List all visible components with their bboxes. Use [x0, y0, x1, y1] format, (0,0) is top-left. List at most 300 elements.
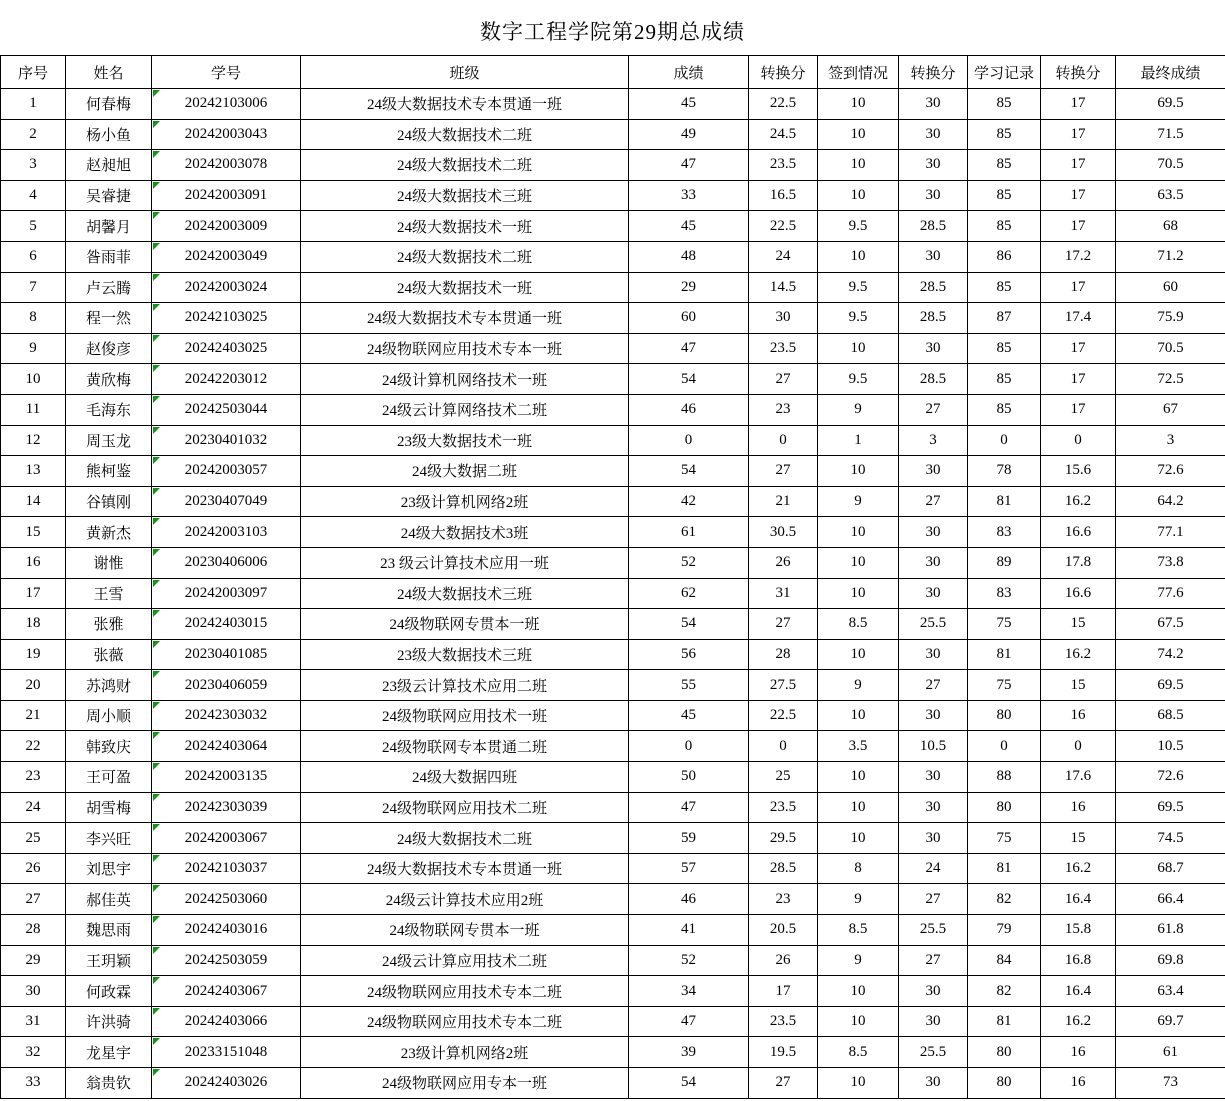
score-converted-cell: 23.5 — [749, 1006, 818, 1037]
score-cell: 55 — [629, 670, 749, 701]
serial-cell: 18 — [1, 609, 66, 640]
signin-cell: 8.5 — [818, 609, 899, 640]
table-row — [1, 731, 1225, 762]
signin-converted-cell: 28.5 — [899, 211, 968, 242]
signin-converted-cell: 30 — [899, 1068, 968, 1099]
column-header-serial: 序号 — [1, 56, 66, 89]
final-score-cell: 72.6 — [1116, 762, 1225, 793]
name-cell: 周玉龙 — [66, 425, 152, 456]
final-score-cell: 77.6 — [1116, 578, 1225, 609]
student-id-cell — [152, 272, 301, 303]
study-record-cell: 85 — [968, 364, 1041, 395]
study-record-cell: 78 — [968, 456, 1041, 487]
serial-cell: 26 — [1, 853, 66, 884]
serial-cell: 32 — [1, 1037, 66, 1068]
signin-cell: 10 — [818, 762, 899, 793]
student-id-value: 20242003024 — [184, 278, 268, 295]
name-cell: 杨小鱼 — [66, 119, 152, 150]
final-score-cell: 74.5 — [1116, 823, 1225, 854]
name-cell: 何春梅 — [66, 89, 152, 120]
final-score-cell: 72.5 — [1116, 364, 1225, 395]
study-converted-cell: 15 — [1041, 823, 1116, 854]
signin-cell: 10 — [818, 517, 899, 548]
table-row — [1, 272, 1225, 303]
final-score-cell: 63.5 — [1116, 180, 1225, 211]
serial-cell: 11 — [1, 394, 66, 425]
signin-converted-cell: 27 — [899, 884, 968, 915]
table-row — [1, 180, 1225, 211]
score-cell: 62 — [629, 578, 749, 609]
signin-cell: 9 — [818, 394, 899, 425]
page-title: 数字工程学院第29期总成绩 — [480, 20, 745, 44]
table-row — [1, 211, 1225, 242]
score-converted-cell: 25 — [749, 762, 818, 793]
study-record-cell: 75 — [968, 609, 1041, 640]
signin-converted-cell: 24 — [899, 853, 968, 884]
student-id-cell — [152, 517, 301, 548]
student-id-value: 20242003057 — [184, 462, 268, 479]
serial-cell: 27 — [1, 884, 66, 915]
number-stored-as-text-flag-icon — [153, 732, 160, 739]
signin-cell: 10 — [818, 119, 899, 150]
signin-cell: 10 — [818, 976, 899, 1007]
student-id-value: 20242403026 — [184, 1074, 268, 1091]
score-cell: 47 — [629, 1006, 749, 1037]
class-cell: 24级大数据二班 — [301, 456, 629, 487]
study-record-cell: 85 — [968, 211, 1041, 242]
score-cell: 46 — [629, 884, 749, 915]
table-row — [1, 945, 1225, 976]
name-cell: 赵昶旭 — [66, 150, 152, 181]
student-id-cell — [152, 792, 301, 823]
table-row — [1, 1068, 1225, 1099]
score-converted-cell: 26 — [749, 547, 818, 578]
score-cell: 54 — [629, 456, 749, 487]
table-row — [1, 1006, 1225, 1037]
study-record-cell: 85 — [968, 394, 1041, 425]
study-converted-cell: 17 — [1041, 394, 1116, 425]
study-record-cell: 87 — [968, 303, 1041, 334]
student-id-value: 20242503060 — [184, 890, 268, 907]
score-cell: 61 — [629, 517, 749, 548]
signin-cell: 10 — [818, 180, 899, 211]
number-stored-as-text-flag-icon — [153, 335, 160, 342]
signin-converted-cell: 27 — [899, 394, 968, 425]
final-score-cell: 75.9 — [1116, 303, 1225, 334]
number-stored-as-text-flag-icon — [153, 212, 160, 219]
student-id-value: 20230406006 — [184, 554, 268, 571]
student-id-cell — [152, 915, 301, 946]
student-id-cell — [152, 1006, 301, 1037]
table-row — [1, 456, 1225, 487]
score-converted-cell: 24.5 — [749, 119, 818, 150]
score-converted-cell: 26 — [749, 945, 818, 976]
signin-cell: 9.5 — [818, 303, 899, 334]
study-converted-cell: 17 — [1041, 180, 1116, 211]
score-converted-cell: 23.5 — [749, 792, 818, 823]
study-converted-cell: 16.4 — [1041, 884, 1116, 915]
student-id-cell — [152, 486, 301, 517]
study-record-cell: 0 — [968, 731, 1041, 762]
signin-converted-cell: 30 — [899, 700, 968, 731]
name-cell: 毛海东 — [66, 394, 152, 425]
signin-cell: 9 — [818, 486, 899, 517]
name-cell: 何政霖 — [66, 976, 152, 1007]
score-cell: 57 — [629, 853, 749, 884]
signin-cell: 10 — [818, 89, 899, 120]
score-cell: 54 — [629, 1068, 749, 1099]
class-cell: 23级云计算技术应用二班 — [301, 670, 629, 701]
student-id-cell — [152, 1068, 301, 1099]
name-cell: 谷镇刚 — [66, 486, 152, 517]
signin-converted-cell: 30 — [899, 792, 968, 823]
column-header-signin-converted: 转换分 — [899, 56, 968, 89]
serial-cell: 23 — [1, 762, 66, 793]
class-cell: 24级物联网应用专本一班 — [301, 1068, 629, 1099]
signin-converted-cell: 30 — [899, 547, 968, 578]
class-cell: 24级物联网应用技术专本一班 — [301, 333, 629, 364]
final-score-cell: 69.8 — [1116, 945, 1225, 976]
signin-converted-cell: 30 — [899, 119, 968, 150]
serial-cell: 33 — [1, 1068, 66, 1099]
study-converted-cell: 16.2 — [1041, 639, 1116, 670]
study-converted-cell: 0 — [1041, 731, 1116, 762]
column-header-name: 姓名 — [66, 56, 152, 89]
final-score-cell: 10.5 — [1116, 731, 1225, 762]
class-cell: 24级物联网应用技术一班 — [301, 700, 629, 731]
name-cell: 郝佳英 — [66, 884, 152, 915]
student-id-cell — [152, 241, 301, 272]
score-cell: 52 — [629, 547, 749, 578]
table-row — [1, 762, 1225, 793]
header-row — [1, 56, 1225, 89]
signin-cell: 1 — [818, 425, 899, 456]
final-score-cell: 73.8 — [1116, 547, 1225, 578]
student-id-cell — [152, 180, 301, 211]
student-id-value: 20242503059 — [184, 951, 268, 968]
table-header — [1, 56, 1225, 89]
student-id-value: 20242003135 — [184, 768, 268, 785]
score-converted-cell: 28 — [749, 639, 818, 670]
number-stored-as-text-flag-icon — [153, 855, 160, 862]
signin-converted-cell: 28.5 — [899, 272, 968, 303]
class-cell: 24级大数据技术专本贯通一班 — [301, 853, 629, 884]
study-converted-cell: 16 — [1041, 700, 1116, 731]
number-stored-as-text-flag-icon — [153, 1008, 160, 1015]
table-row — [1, 119, 1225, 150]
score-converted-cell: 31 — [749, 578, 818, 609]
table-row — [1, 364, 1225, 395]
study-converted-cell: 16.2 — [1041, 1006, 1116, 1037]
table-row — [1, 517, 1225, 548]
student-id-value: 20242403016 — [184, 921, 268, 938]
student-id-value: 20230406059 — [184, 676, 268, 693]
name-cell: 王雪 — [66, 578, 152, 609]
student-id-cell — [152, 456, 301, 487]
number-stored-as-text-flag-icon — [153, 396, 160, 403]
column-header-study-record: 学习记录 — [968, 56, 1041, 89]
class-cell: 24级大数据技术专本贯通一班 — [301, 303, 629, 334]
score-converted-cell: 17 — [749, 976, 818, 1007]
score-converted-cell: 29.5 — [749, 823, 818, 854]
signin-converted-cell: 30 — [899, 762, 968, 793]
signin-cell: 10 — [818, 241, 899, 272]
score-cell: 33 — [629, 180, 749, 211]
signin-converted-cell: 25.5 — [899, 915, 968, 946]
column-header-signin: 签到情况 — [818, 56, 899, 89]
score-converted-cell: 30 — [749, 303, 818, 334]
student-id-cell — [152, 731, 301, 762]
score-converted-cell: 28.5 — [749, 853, 818, 884]
student-id-value: 20230401032 — [184, 431, 268, 448]
final-score-cell: 63.4 — [1116, 976, 1225, 1007]
table-row — [1, 670, 1225, 701]
number-stored-as-text-flag-icon — [153, 824, 160, 831]
student-id-value: 20242003043 — [184, 125, 268, 142]
final-score-cell: 3 — [1116, 425, 1225, 456]
class-cell: 24级物联网专本贯通二班 — [301, 731, 629, 762]
study-record-cell: 80 — [968, 1037, 1041, 1068]
score-converted-cell: 20.5 — [749, 915, 818, 946]
score-converted-cell: 23 — [749, 394, 818, 425]
class-cell: 24级物联网专贯本一班 — [301, 609, 629, 640]
study-converted-cell: 0 — [1041, 425, 1116, 456]
table-row — [1, 639, 1225, 670]
signin-converted-cell: 3 — [899, 425, 968, 456]
class-cell: 24级云计算网络技术二班 — [301, 394, 629, 425]
study-record-cell: 0 — [968, 425, 1041, 456]
table-row — [1, 578, 1225, 609]
score-converted-cell: 22.5 — [749, 89, 818, 120]
study-converted-cell: 17 — [1041, 89, 1116, 120]
study-converted-cell: 17.6 — [1041, 762, 1116, 793]
student-id-cell — [152, 639, 301, 670]
name-cell: 许洪骑 — [66, 1006, 152, 1037]
column-header-score-converted: 转换分 — [749, 56, 818, 89]
study-converted-cell: 17.8 — [1041, 547, 1116, 578]
name-cell: 魏思雨 — [66, 915, 152, 946]
number-stored-as-text-flag-icon — [153, 671, 160, 678]
score-cell: 60 — [629, 303, 749, 334]
final-score-cell: 72.6 — [1116, 456, 1225, 487]
score-converted-cell: 27.5 — [749, 670, 818, 701]
student-id-value: 20242003067 — [184, 829, 268, 846]
score-converted-cell: 23 — [749, 884, 818, 915]
signin-converted-cell: 30 — [899, 1006, 968, 1037]
score-converted-cell: 21 — [749, 486, 818, 517]
signin-cell: 10 — [818, 639, 899, 670]
signin-cell: 10 — [818, 333, 899, 364]
study-record-cell: 84 — [968, 945, 1041, 976]
column-header-score: 成绩 — [629, 56, 749, 89]
number-stored-as-text-flag-icon — [153, 488, 160, 495]
study-converted-cell: 17.4 — [1041, 303, 1116, 334]
final-score-cell: 71.2 — [1116, 241, 1225, 272]
signin-converted-cell: 27 — [899, 670, 968, 701]
score-converted-cell: 27 — [749, 456, 818, 487]
signin-cell: 9.5 — [818, 364, 899, 395]
student-id-value: 20242003097 — [184, 584, 268, 601]
score-converted-cell: 23.5 — [749, 333, 818, 364]
serial-cell: 10 — [1, 364, 66, 395]
table-row — [1, 792, 1225, 823]
score-converted-cell: 22.5 — [749, 700, 818, 731]
class-cell: 24级云计算应用技术二班 — [301, 945, 629, 976]
number-stored-as-text-flag-icon — [153, 610, 160, 617]
student-id-value: 20242503044 — [184, 401, 268, 418]
name-cell: 王可盈 — [66, 762, 152, 793]
study-converted-cell: 17.2 — [1041, 241, 1116, 272]
serial-cell: 1 — [1, 89, 66, 120]
serial-cell: 4 — [1, 180, 66, 211]
name-cell: 李兴旺 — [66, 823, 152, 854]
name-cell: 赵俊彦 — [66, 333, 152, 364]
name-cell: 胡馨月 — [66, 211, 152, 242]
column-header-class: 班级 — [301, 56, 629, 89]
class-cell: 23 级云计算技术应用一班 — [301, 547, 629, 578]
signin-cell: 10 — [818, 1006, 899, 1037]
class-cell: 24级大数据技术专本贯通一班 — [301, 89, 629, 120]
study-converted-cell: 15.8 — [1041, 915, 1116, 946]
name-cell: 黄欣梅 — [66, 364, 152, 395]
class-cell: 23级大数据技术一班 — [301, 425, 629, 456]
study-record-cell: 85 — [968, 272, 1041, 303]
final-score-cell: 68 — [1116, 211, 1225, 242]
signin-cell: 10 — [818, 792, 899, 823]
name-cell: 张雅 — [66, 609, 152, 640]
serial-cell: 17 — [1, 578, 66, 609]
final-score-cell: 73 — [1116, 1068, 1225, 1099]
student-id-value: 20230401085 — [184, 645, 268, 662]
class-cell: 24级计算机网络技术一班 — [301, 364, 629, 395]
study-converted-cell: 17 — [1041, 211, 1116, 242]
serial-cell: 24 — [1, 792, 66, 823]
number-stored-as-text-flag-icon — [153, 304, 160, 311]
number-stored-as-text-flag-icon — [153, 977, 160, 984]
signin-converted-cell: 30 — [899, 823, 968, 854]
score-cell: 29 — [629, 272, 749, 303]
class-cell: 24级物联网应用技术二班 — [301, 792, 629, 823]
student-id-cell — [152, 700, 301, 731]
class-cell: 24级大数据技术3班 — [301, 517, 629, 548]
student-id-value: 20242003009 — [184, 217, 268, 234]
class-cell: 24级云计算技术应用2班 — [301, 884, 629, 915]
study-record-cell: 85 — [968, 119, 1041, 150]
final-score-cell: 67 — [1116, 394, 1225, 425]
final-score-cell: 68.5 — [1116, 700, 1225, 731]
student-id-value: 20242003049 — [184, 248, 268, 265]
table-row — [1, 1037, 1225, 1068]
study-record-cell: 81 — [968, 1006, 1041, 1037]
class-cell: 24级大数据技术三班 — [301, 180, 629, 211]
score-converted-cell: 22.5 — [749, 211, 818, 242]
table-row — [1, 700, 1225, 731]
number-stored-as-text-flag-icon — [153, 457, 160, 464]
signin-cell: 10 — [818, 1068, 899, 1099]
signin-converted-cell: 27 — [899, 486, 968, 517]
student-id-cell — [152, 150, 301, 181]
table-row — [1, 241, 1225, 272]
score-cell: 45 — [629, 700, 749, 731]
student-id-cell — [152, 976, 301, 1007]
name-cell: 胡雪梅 — [66, 792, 152, 823]
student-id-cell — [152, 1037, 301, 1068]
study-record-cell: 82 — [968, 884, 1041, 915]
table-row — [1, 333, 1225, 364]
study-record-cell: 86 — [968, 241, 1041, 272]
final-score-cell: 64.2 — [1116, 486, 1225, 517]
serial-cell: 2 — [1, 119, 66, 150]
study-converted-cell: 17 — [1041, 119, 1116, 150]
serial-cell: 14 — [1, 486, 66, 517]
study-converted-cell: 17 — [1041, 333, 1116, 364]
score-cell: 0 — [629, 425, 749, 456]
study-record-cell: 80 — [968, 1068, 1041, 1099]
score-cell: 54 — [629, 609, 749, 640]
number-stored-as-text-flag-icon — [153, 365, 160, 372]
score-cell: 48 — [629, 241, 749, 272]
score-cell: 50 — [629, 762, 749, 793]
number-stored-as-text-flag-icon — [153, 580, 160, 587]
student-id-value: 20230407049 — [184, 493, 268, 510]
serial-cell: 7 — [1, 272, 66, 303]
table-row — [1, 394, 1225, 425]
class-cell: 24级大数据四班 — [301, 762, 629, 793]
number-stored-as-text-flag-icon — [153, 151, 160, 158]
signin-converted-cell: 30 — [899, 150, 968, 181]
signin-converted-cell: 10.5 — [899, 731, 968, 762]
name-cell: 谢惟 — [66, 547, 152, 578]
score-cell: 42 — [629, 486, 749, 517]
study-record-cell: 80 — [968, 700, 1041, 731]
student-id-cell — [152, 609, 301, 640]
score-converted-cell: 23.5 — [749, 150, 818, 181]
student-id-cell — [152, 303, 301, 334]
signin-converted-cell: 28.5 — [899, 364, 968, 395]
table-row — [1, 823, 1225, 854]
study-converted-cell: 16 — [1041, 1037, 1116, 1068]
signin-converted-cell: 30 — [899, 639, 968, 670]
study-converted-cell: 17 — [1041, 272, 1116, 303]
score-converted-cell: 30.5 — [749, 517, 818, 548]
study-record-cell: 81 — [968, 853, 1041, 884]
table-row — [1, 884, 1225, 915]
number-stored-as-text-flag-icon — [153, 794, 160, 801]
serial-cell: 20 — [1, 670, 66, 701]
signin-converted-cell: 30 — [899, 456, 968, 487]
signin-converted-cell: 25.5 — [899, 609, 968, 640]
study-record-cell: 85 — [968, 180, 1041, 211]
serial-cell: 30 — [1, 976, 66, 1007]
student-id-cell — [152, 89, 301, 120]
serial-cell: 3 — [1, 150, 66, 181]
student-id-cell — [152, 394, 301, 425]
signin-converted-cell: 30 — [899, 180, 968, 211]
study-record-cell: 80 — [968, 792, 1041, 823]
name-cell: 周小顺 — [66, 700, 152, 731]
final-score-cell: 68.7 — [1116, 853, 1225, 884]
final-score-cell: 70.5 — [1116, 333, 1225, 364]
number-stored-as-text-flag-icon — [153, 182, 160, 189]
final-score-cell: 69.5 — [1116, 670, 1225, 701]
signin-cell: 8 — [818, 853, 899, 884]
name-cell: 王玥颖 — [66, 945, 152, 976]
signin-converted-cell: 30 — [899, 89, 968, 120]
study-converted-cell: 15 — [1041, 670, 1116, 701]
serial-cell: 13 — [1, 456, 66, 487]
table-row — [1, 915, 1225, 946]
signin-converted-cell: 30 — [899, 578, 968, 609]
